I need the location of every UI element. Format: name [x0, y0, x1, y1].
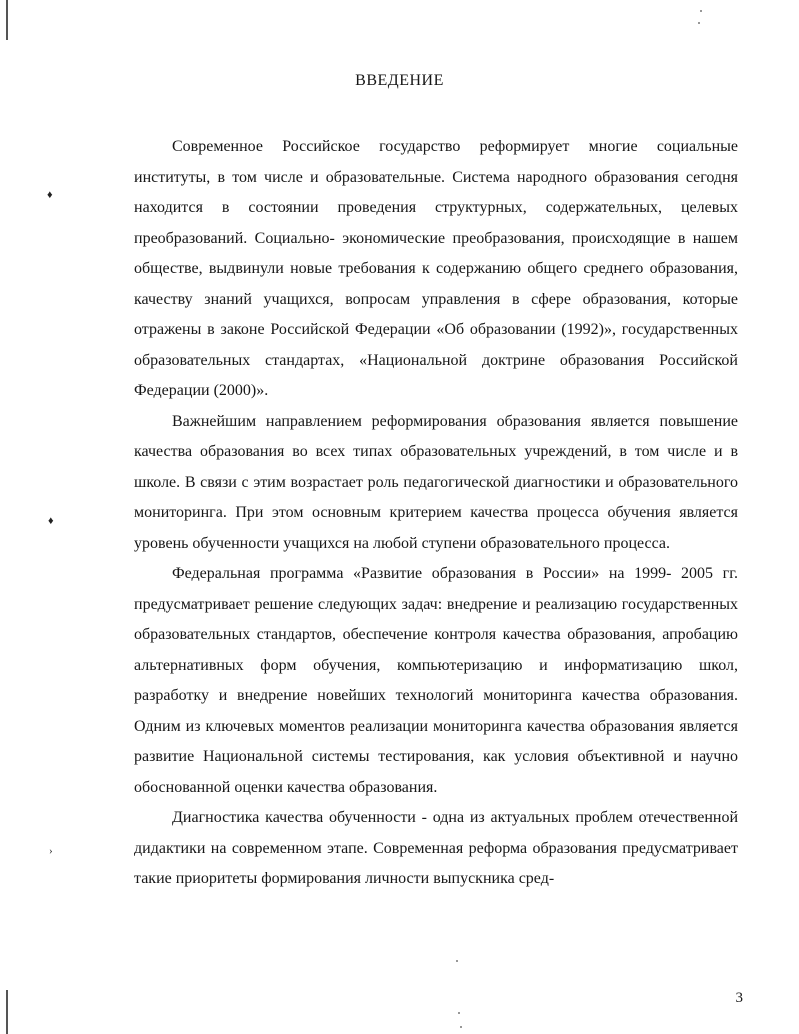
paragraph-3: Федеральная программа «Развитие образования в России» на 1999- 2005 гг. предусматривает решение следующих задач: внедрение и реализацию государственных образовательных стандартов, обеспечение контроля качества образования, апробацию альтернативных форм обучения, компьютеризацию и информатизацию школ, разработку и внедрение новейших технологий мониторинга качества образования. Одним из ключевых моментов реализации мониторинга качества образования является развитие Национальной системы тестирования, как условия объективной и научно обоснованной оценки качества образования.	[134, 565, 738, 796]
paragraph-2: Важнейшим направлением реформирования образования является повышение качества образования во всех типах образовательных учреждений, в том числе и в школе. В связи с этим возрастает роль педагогической диагностики и образовательного мониторинга. При этом основным критерием качества процесса обучения является уровень обученности учащихся на любой ступени образовательного процесса.	[134, 412, 738, 552]
margin-hook-mark: ›	[49, 845, 53, 857]
scan-speck	[460, 1026, 462, 1028]
margin-bullet-mark: ♦	[48, 515, 54, 527]
paragraph-4: Диагностика качества обученности - одна из актуальных проблем отечественной дидактики на современном этапе. Современная реформа образования предусматривает такие приоритеты формирования личности выпускника сред-	[134, 809, 738, 887]
scan-left-edge	[6, 0, 8, 1034]
margin-bullet-mark: ♦	[47, 189, 53, 201]
paragraph-1: Современное Российское государство реформирует многие социальные институты, в том числе и образовательные. Система народного образования сегодня находится в состоянии проведения структурных, содержательных, целевых преобразований. Социально- экономические преобразования, происходящие в нашем обществе, выдвинули новые требования к содержанию общего среднего образования, качеству знаний учащихся, вопросам управления в сфере образования, которые отражены в законе Российской Федерации «Об образовании (1992)», государственных образовательных стандартах, «Национальной доктрине образования Российской Федерации (2000)».	[134, 138, 738, 399]
page-title: ВВЕДЕНИЕ	[355, 72, 444, 89]
body-text	[134, 132, 738, 895]
scan-speck	[456, 960, 458, 962]
scan-speck	[698, 22, 700, 24]
scan-speck	[458, 1012, 460, 1014]
scan-speck	[700, 10, 702, 12]
page-number: 3	[735, 990, 743, 1006]
